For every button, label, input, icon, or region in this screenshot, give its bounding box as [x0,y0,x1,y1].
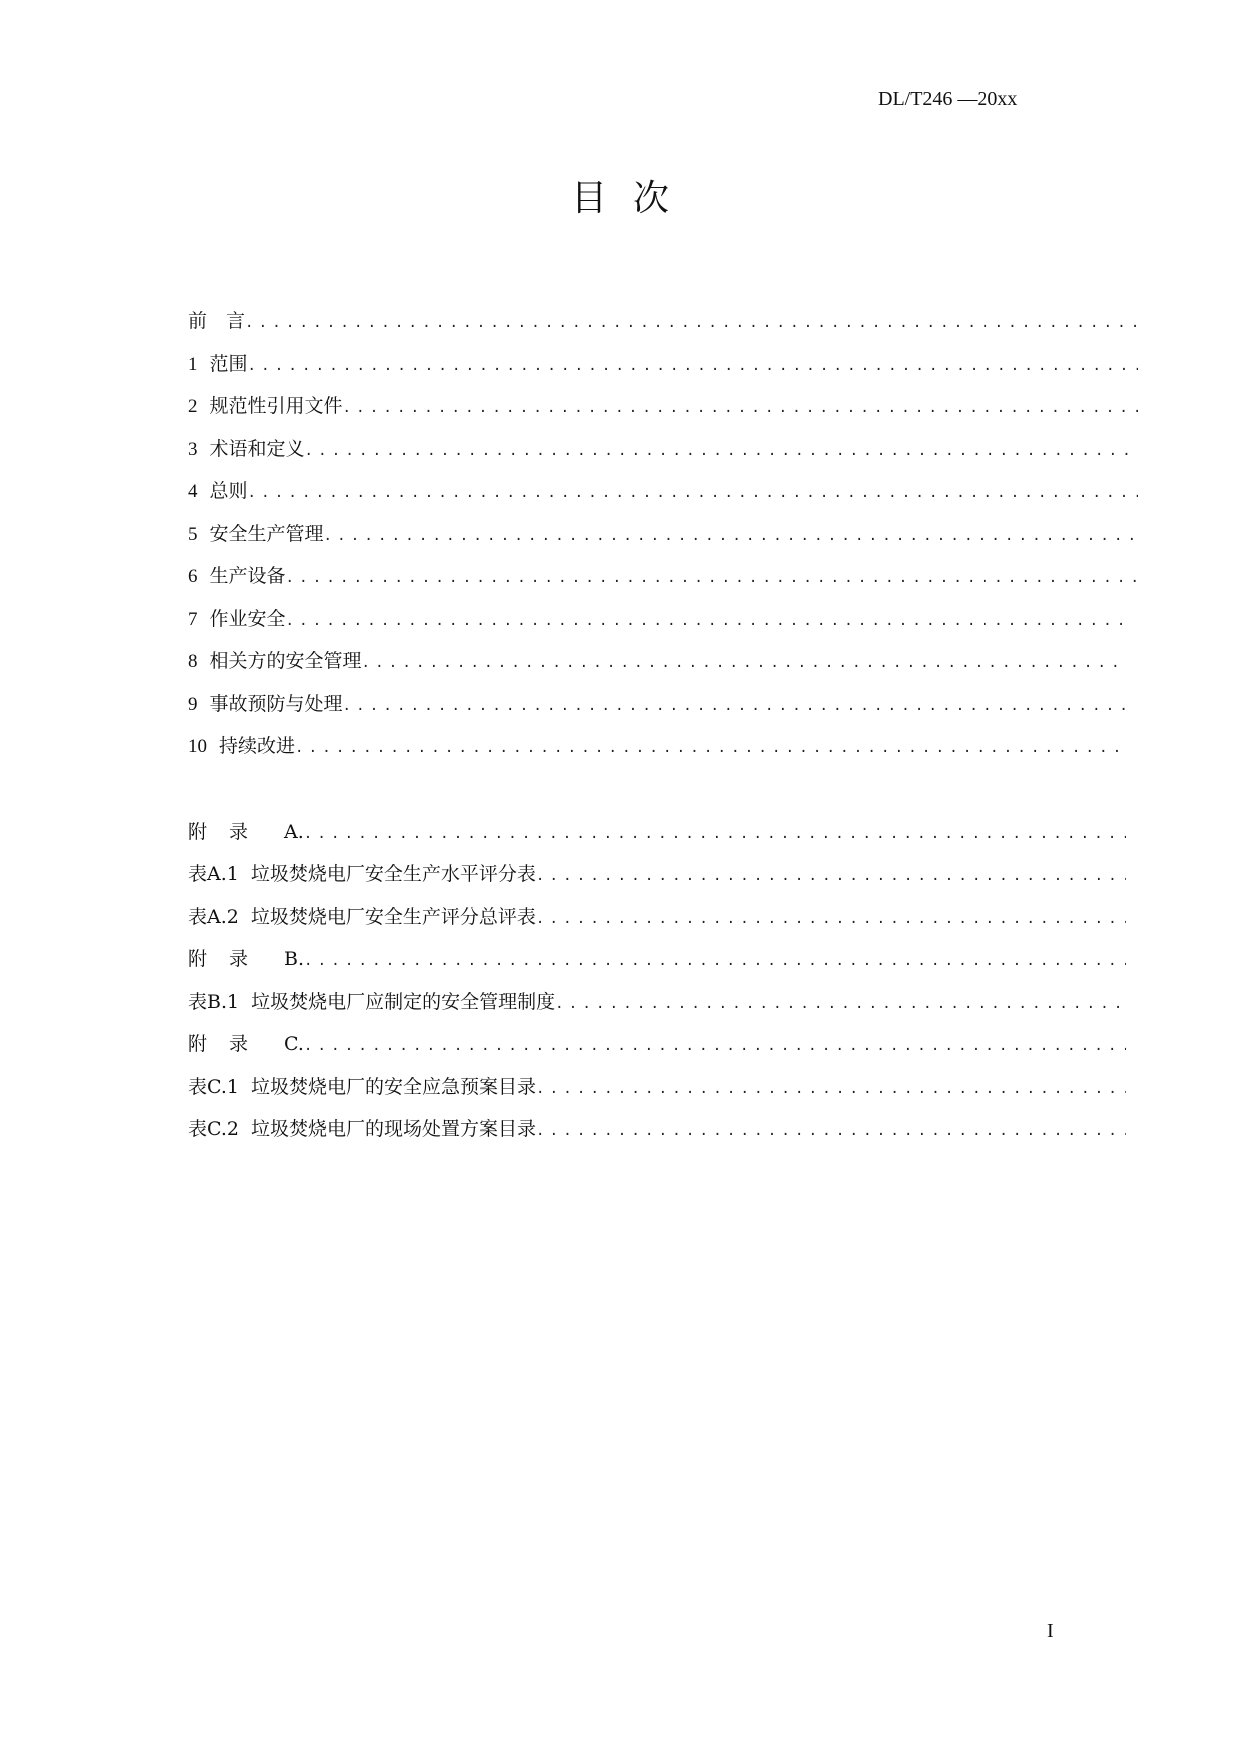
toc-entry-appendix-b[interactable] [188,944,1126,987]
dot-leader [286,570,1138,586]
dot-leader [343,400,1138,416]
toc-entry-prefix: 表C.1 [188,1075,239,1098]
toc-entry-prefix: 表C.2 [188,1118,239,1140]
dot-leader [286,613,1126,629]
dot-leader [304,1038,1126,1054]
toc-entry-table-a2[interactable] [188,902,1126,945]
toc-entry-2[interactable] [188,391,1138,434]
toc-entry-appendix-a[interactable] [188,817,1126,860]
dot-leader [248,485,1138,501]
toc-title: 目次 [570,178,695,219]
toc-entry-label: B. [284,948,305,970]
toc-entry-prefix: 附录 [188,1033,271,1055]
toc-entry-prefix: 表B.1 [188,990,240,1013]
toc-entry-8[interactable] [188,646,1126,689]
toc-entry-foreword[interactable] [188,306,1138,349]
toc-entry-label: A. [284,820,304,843]
toc-entry-prefix: 附录 [188,820,271,843]
toc-entry-prefix: 附录 [188,948,271,970]
toc-entry-appendix-c[interactable] [188,1029,1126,1072]
toc-entry-number: 2 [188,396,198,417]
toc-entry-label: 垃圾焚烧电厂应制定的安全管理制度 [251,990,556,1013]
toc-entry-table-a1[interactable] [188,859,1126,902]
toc-entry-number: 4 [188,481,198,502]
toc-entry-4[interactable] [188,476,1138,519]
dot-leader [536,911,1126,927]
toc-entry-number: 10 [188,736,207,757]
dot-leader [248,358,1138,374]
toc-entry-label: 垃圾焚烧电厂安全生产评分总评表 [250,905,536,928]
toc-entry-1[interactable] [188,349,1138,392]
toc-entry-table-c2[interactable] [188,1114,1126,1157]
toc-entry-table-b1[interactable] [188,987,1126,1030]
dot-leader [536,1081,1126,1097]
toc-entry-label: 垃圾焚烧电厂的安全应急预案目录 [251,1075,537,1098]
dot-leader [324,528,1138,544]
toc-entry-5[interactable] [188,519,1138,562]
page-number: I [1047,1620,1054,1642]
toc-entry-7[interactable] [188,604,1126,647]
toc-entry-number: 5 [188,523,198,545]
toc-entry-number: 1 [188,353,198,375]
toc-entry-9[interactable] [188,689,1126,732]
toc-entry-prefix: 表A.1 [188,863,239,885]
toc-entry-label: 相关方的安全管理 [209,650,362,672]
toc-entry-prefix: 表A.2 [188,905,239,928]
toc-entry-label: 总则 [209,480,248,502]
toc-entry-label: C. [284,1033,304,1055]
toc-entry-label: 事故预防与处理 [209,692,343,715]
dot-leader [536,868,1126,884]
dot-leader [555,996,1126,1012]
toc-entry-label: 垃圾焚烧电厂的现场处置方案目录 [251,1118,537,1140]
dot-leader [304,826,1126,842]
dot-leader [295,740,1126,756]
toc-entry-label: 持续改进 [219,735,296,757]
dot-leader [362,655,1126,671]
toc-entry-label: 术语和定义 [209,437,305,460]
toc-entry-table-c1[interactable] [188,1072,1126,1115]
dot-leader [304,953,1126,969]
toc-entry-number: 8 [188,651,198,672]
toc-entry-label: 生产设备 [209,565,286,587]
toc-entry-number: 7 [188,608,198,630]
dot-leader [305,443,1138,459]
dot-leader [245,315,1138,331]
toc-entry-label: 范围 [209,352,248,375]
toc-entry-10[interactable] [188,731,1126,774]
toc-entry-label: 前 言 [188,310,246,332]
toc-entry-number: 3 [188,438,198,460]
toc-entry-number: 9 [188,693,198,715]
dot-leader [343,698,1126,714]
toc-entry-3[interactable] [188,434,1138,477]
dot-leader [536,1123,1126,1139]
toc-entry-label: 作业安全 [209,607,286,630]
toc-entry-label: 安全生产管理 [209,522,324,545]
toc-entry-6[interactable] [188,561,1138,604]
document-code: DL/T246 —20xx [878,88,1018,110]
toc-entry-label: 垃圾焚烧电厂安全生产水平评分表 [250,863,536,885]
toc-entry-number: 6 [188,566,198,587]
table-of-contents [188,306,1138,1157]
toc-entry-label: 规范性引用文件 [209,395,343,417]
